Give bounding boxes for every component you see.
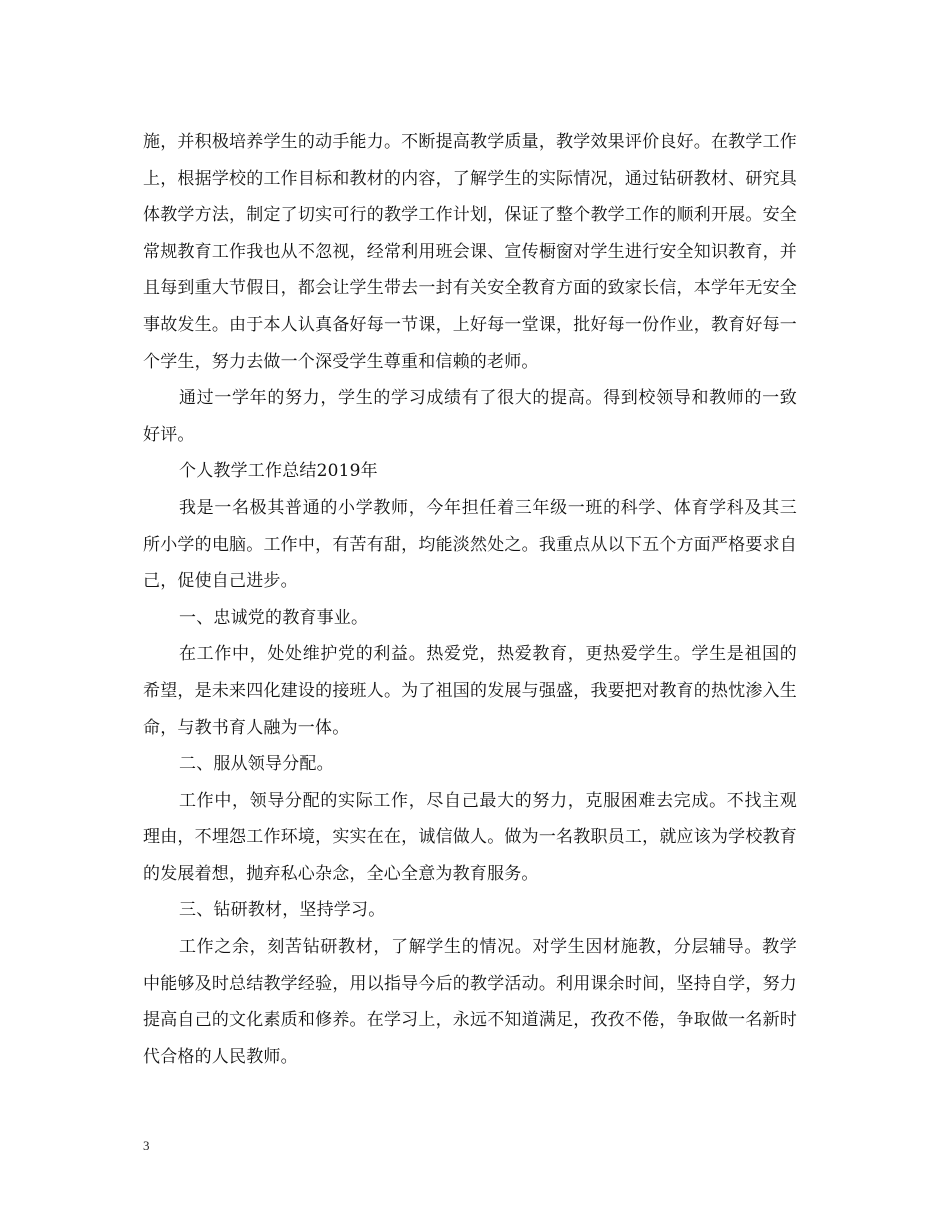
paragraph-point-two: 工作中，领导分配的实际工作，尽自己最大的努力，克服困难去完成。不找主观理由，不埋怨工作环境，实实在在，诚信做人。做为一名教职员工，就应该为学校教育的发展着想，抛弃私心杂念，全心全意为教育服务。 [143,790,797,884]
section-title: 个人教学工作总结2019年 [179,461,378,482]
paragraph-point-three: 工作之余，刻苦钻研教材，了解学生的情况。对学生因材施教，分层辅导。教学中能够及时总结教学经验，用以指导今后的教学活动。利用课余时间，坚持自学，努力提高自己的文化素质和修养。在学习上，永远不知道满足，孜孜不倦，争取做一名新时代合格的人民教师。 [143,937,797,1067]
paragraph-continuation: 施，并积极培养学生的动手能力。不断提高教学质量，教学效果评价良好。在教学工作上，根据学校的工作目标和教材的内容，了解学生的实际情况，通过钻研教材、研究具体教学方法，制定了切实可行的教学工作计划，保证了整个教学工作的顺利开展。安全常规教育工作我也从不忽视，经常利用班会课、宣传橱窗对学生进行安全知识教育，并且每到重大节假日，都会让学生带去一封有关安全教育方面的致家长信，本学年无安全事故发生。由于本人认真备好每一节课，上好每一堂课，批好每一份作业，教育好每一个学生，努力去做一个深受学生尊重和信赖的老师。 [143,132,797,372]
paragraph-intro: 我是一名极其普通的小学教师，今年担任着三年级一班的科学、体育学科及其三所小学的电脑。工作中，有苦有甜，均能淡然处之。我重点从以下五个方面严格要求自己，促使自己进步。 [143,497,797,592]
heading-point-two: 二、服从领导分配。 [179,754,334,775]
heading-point-one: 一、忠诚党的教育事业。 [179,607,369,628]
page-number: 3 [143,1138,150,1153]
paragraph-point-one: 在工作中，处处维护党的利益。热爱党，热爱教育，更热爱学生。学生是祖国的希望，是未来四化建设的接班人。为了祖国的发展与强盛，我要把对教育的热忱渗入生命，与教书育人融为一体。 [143,644,797,738]
paragraph-evaluation: 通过一学年的努力，学生的学习成绩有了很大的提高。得到校领导和教师的一致好评。 [143,388,797,445]
heading-point-three: 三、钻研教材，坚持学习。 [179,900,386,921]
document-body [143,124,797,1075]
